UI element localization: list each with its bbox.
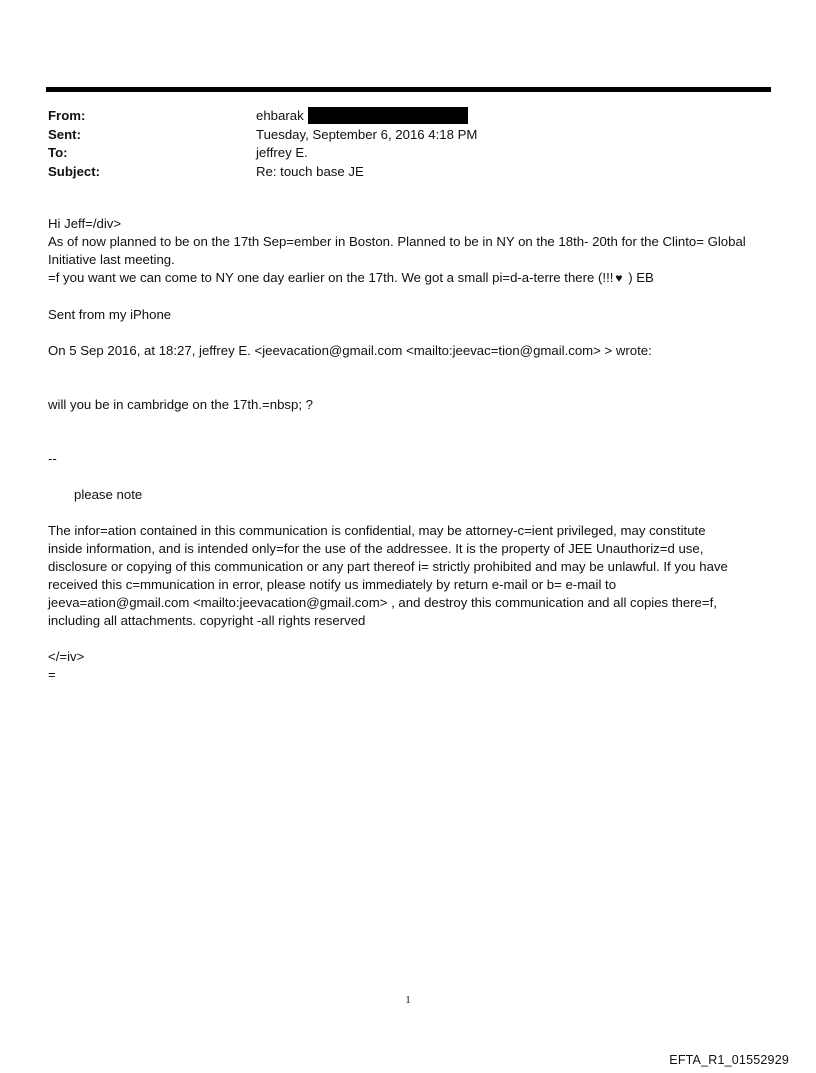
sent-value: Tuesday, September 6, 2016 4:18 PM (256, 126, 478, 142)
disclaimer-line: including all attachments. copyright -all rights reserved (48, 613, 366, 628)
subject-value: Re: touch base JE (256, 163, 364, 179)
from-label: From: (48, 108, 86, 123)
from-row (48, 107, 748, 126)
heart-icon: ♥ (615, 271, 623, 285)
separator-text: -- (48, 451, 57, 466)
quoted-question: will you be in cambridge on the 17th.=nbsp; ? (48, 397, 314, 412)
body-text: ) EB (624, 270, 654, 285)
disclaimer-line: disclosure or copying of this communication or any part thereof i= strictly prohibited and may be unlawful. If you have (48, 559, 728, 574)
subject-row (48, 163, 748, 182)
body-text: =f you want we can come to NY one day earlier on the 17th. We got a small pi=d-a-terre there (!!! (48, 270, 614, 285)
disclaimer-line: jeeva=ation@gmail.com <mailto:jeevacation@gmail.com> , and destroy this communication and all copies there=f, (48, 595, 717, 610)
message-body (48, 215, 773, 287)
to-value: jeffrey E. (256, 145, 308, 160)
please-note (48, 486, 773, 504)
top-rule (46, 87, 771, 92)
disclaimer (48, 522, 773, 630)
please-note-text: please note (74, 487, 143, 502)
document-id: EFTA_R1_01552929 (669, 1053, 789, 1067)
subject-label: Subject: (48, 163, 101, 179)
quote-header (48, 342, 773, 360)
to-row (48, 144, 748, 163)
sent-label: Sent: (48, 126, 81, 142)
email-header (48, 107, 748, 181)
body-line (48, 269, 773, 287)
closing-tag: </=iv> (48, 649, 85, 664)
closing-eq: = (48, 667, 56, 682)
signature-text: Sent from my iPhone (48, 307, 172, 322)
greeting: Hi Jeff=/div> (48, 216, 122, 231)
quote-header-text: On 5 Sep 2016, at 18:27, jeffrey E. <jeevacation@gmail.com <mailto:jeevac=tion@gmail.com> > wrote: (48, 343, 652, 358)
disclaimer-line: inside information, and is intended only=for the use of the addressee. It is the property of JEE Unauthoriz=d use, (48, 541, 704, 556)
page-number: 1 (405, 994, 411, 1006)
from-value (256, 107, 468, 126)
body-line: Initiative last meeting. (48, 252, 175, 267)
body-line: As of now planned to be on the 17th Sep=ember in Boston. Planned to be in NY on the 18th- 20th for the Clinto= Global (48, 234, 746, 249)
sent-row (48, 126, 748, 145)
quoted-message (48, 396, 773, 414)
redaction-box (308, 107, 468, 124)
to-label: To: (48, 145, 68, 160)
disclaimer-line: received this c=mmunication in error, please notify us immediately by return e-mail or b= e-mail to (48, 577, 617, 592)
closing (48, 648, 773, 684)
signature (48, 306, 773, 324)
separator (48, 450, 773, 468)
from-name: ehbarak (256, 108, 304, 123)
disclaimer-line: The infor=ation contained in this communication is confidential, may be attorney-c=ient privileged, may constitute (48, 523, 706, 538)
